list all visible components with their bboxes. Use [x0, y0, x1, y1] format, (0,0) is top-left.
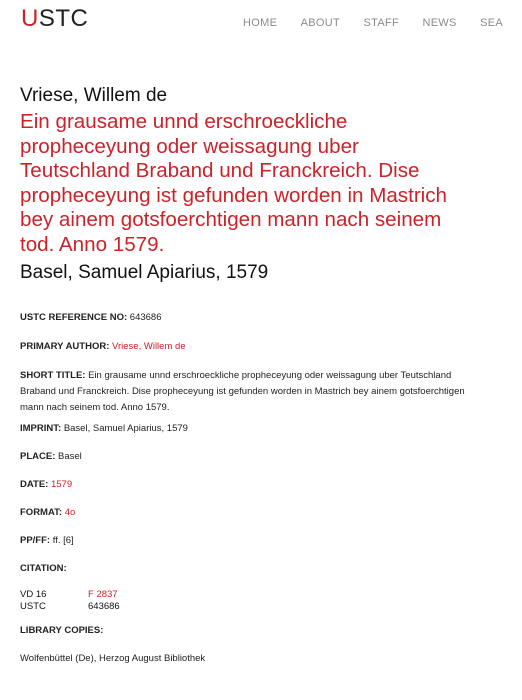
field-value: ff. [6]	[52, 535, 74, 546]
field-format	[20, 505, 466, 521]
record-imprint-heading: Basel, Samuel Apiarius, 1579	[20, 262, 269, 283]
citation-row	[20, 589, 466, 601]
format-link[interactable]: 4o	[64, 507, 76, 518]
field-ppff	[20, 533, 466, 549]
field-place	[20, 449, 466, 465]
top-bar	[0, 0, 504, 40]
field-value: 643686	[129, 312, 162, 323]
date-link[interactable]: 1579	[50, 479, 73, 490]
main-nav	[243, 13, 522, 31]
field-label: PP/FF:	[20, 535, 51, 546]
field-label: SHORT TITLE:	[20, 370, 86, 381]
nav-staff[interactable]: STAFF	[363, 17, 400, 29]
field-label: IMPRINT:	[20, 423, 62, 434]
field-label: CITATION:	[20, 563, 67, 574]
field-citation	[20, 561, 466, 577]
library-name: Wolfenbüttel (De), Herzog August Bibliothek	[20, 653, 206, 664]
citation-source: VD 16	[20, 589, 47, 600]
library-copy-item	[20, 651, 466, 667]
field-label: DATE:	[20, 479, 49, 490]
field-label: USTC REFERENCE NO:	[20, 312, 128, 323]
citation-source: USTC	[20, 601, 46, 612]
nav-search[interactable]: SEA	[480, 17, 504, 29]
field-label: LIBRARY COPIES:	[20, 625, 104, 636]
logo-text: STC	[38, 5, 89, 32]
field-value: Basel, Samuel Apiarius, 1579	[63, 423, 188, 434]
field-label: PRIMARY AUTHOR:	[20, 341, 110, 352]
field-imprint	[20, 421, 466, 437]
record-main	[20, 84, 466, 667]
field-value: Basel	[58, 451, 82, 462]
field-label: FORMAT:	[20, 507, 63, 518]
field-library-copies	[20, 623, 466, 639]
field-short-title	[20, 368, 466, 416]
nav-news[interactable]: NEWS	[422, 17, 457, 29]
record-title: Ein grausame unnd erschroeckliche propheceyung oder weissagung uber Teutschland Braband und Franckreich. Dise propheceyung ist gefunden worden in Mastrich bey ainem gotsfoerchtigen mann nach seinem tod. Anno 1579.	[20, 110, 448, 256]
field-value: Ein grausame unnd erschroeckliche propheceyung oder weissagung uber Teutschland Braband und Franckreich. Dise propheceyung ist gefunden worden in Mastrich bey ainem gotsfoerchtigen mann nach seinem tod. Anno 1579.	[20, 370, 465, 413]
field-reference	[20, 310, 466, 326]
field-primary-author	[20, 339, 466, 355]
nav-home[interactable]: HOME	[243, 17, 278, 29]
field-label: PLACE:	[20, 451, 56, 462]
nav-about[interactable]: ABOUT	[300, 17, 341, 29]
field-date	[20, 477, 466, 493]
record-author: Vriese, Willem de	[20, 85, 168, 106]
citation-ref: 643686	[88, 601, 120, 612]
citation-table	[20, 589, 466, 613]
site-logo[interactable]	[21, 5, 88, 33]
citation-ref-link[interactable]: F 2837	[88, 589, 118, 600]
logo-letter-u: U	[21, 5, 39, 32]
author-link[interactable]: Vriese, Willem de	[112, 341, 186, 352]
citation-row	[20, 601, 466, 613]
